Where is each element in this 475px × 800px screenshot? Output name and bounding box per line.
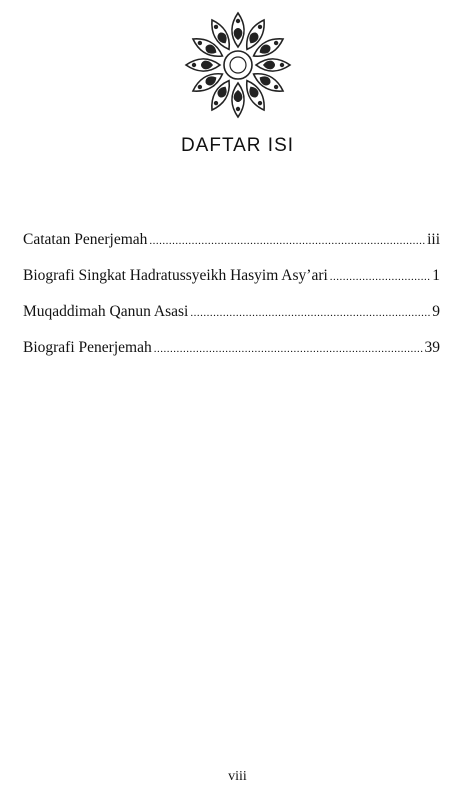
ornament-petal-motif bbox=[264, 61, 274, 68]
ornament-petal-dot bbox=[281, 64, 284, 67]
floral-ornament-icon bbox=[178, 10, 298, 120]
toc-leader-dots bbox=[149, 229, 425, 253]
ornament-petal-dot bbox=[237, 108, 240, 111]
ornament-petal-dot bbox=[198, 85, 202, 89]
toc-leader-dots bbox=[154, 337, 423, 361]
ornament-petal-dot bbox=[258, 101, 262, 105]
page-title: DAFTAR ISI bbox=[180, 135, 295, 156]
ornament-petal-dot bbox=[274, 85, 278, 89]
ornament-petal-motif bbox=[202, 61, 212, 68]
ornament-petal bbox=[232, 83, 244, 117]
toc-leader-dots bbox=[330, 265, 430, 289]
ornament-petal-dot bbox=[193, 64, 196, 67]
ornament-petal bbox=[232, 13, 244, 47]
toc-entry[interactable] bbox=[23, 300, 440, 336]
ornament-petal-dot bbox=[214, 25, 218, 29]
toc-entry-page: 9 bbox=[432, 303, 440, 320]
ornament-petal-motif bbox=[234, 91, 241, 101]
toc-entry-page: 1 bbox=[432, 267, 440, 284]
ornament-petal-dot bbox=[214, 101, 218, 105]
toc-entry[interactable] bbox=[23, 228, 440, 264]
ornament-petal-dot bbox=[274, 41, 278, 45]
toc-entry-label: Biografi Penerjemah bbox=[23, 339, 152, 356]
ornament-petal-dot bbox=[198, 41, 202, 45]
table-of-contents bbox=[23, 228, 440, 372]
toc-entry-label: Muqaddimah Qanun Asasi bbox=[23, 303, 189, 320]
floral-ornament-svg bbox=[178, 10, 298, 120]
toc-entry-label: Catatan Penerjemah bbox=[23, 231, 148, 248]
toc-entry-page: 39 bbox=[424, 339, 440, 356]
toc-entry-page: iii bbox=[427, 231, 440, 248]
toc-leader-dots bbox=[190, 301, 430, 325]
page-number: viii bbox=[228, 769, 247, 784]
ornament-petal bbox=[256, 59, 290, 71]
toc-entry[interactable] bbox=[23, 336, 440, 372]
ornament-petal-dot bbox=[237, 20, 240, 23]
ornament-petal bbox=[186, 59, 220, 71]
toc-entry[interactable] bbox=[23, 264, 440, 300]
ornament-petal-motif bbox=[234, 29, 241, 39]
ornament-petal-dot bbox=[258, 25, 262, 29]
toc-entry-label: Biografi Singkat Hadratussyeikh Hasyim Asy’ari bbox=[23, 267, 328, 284]
